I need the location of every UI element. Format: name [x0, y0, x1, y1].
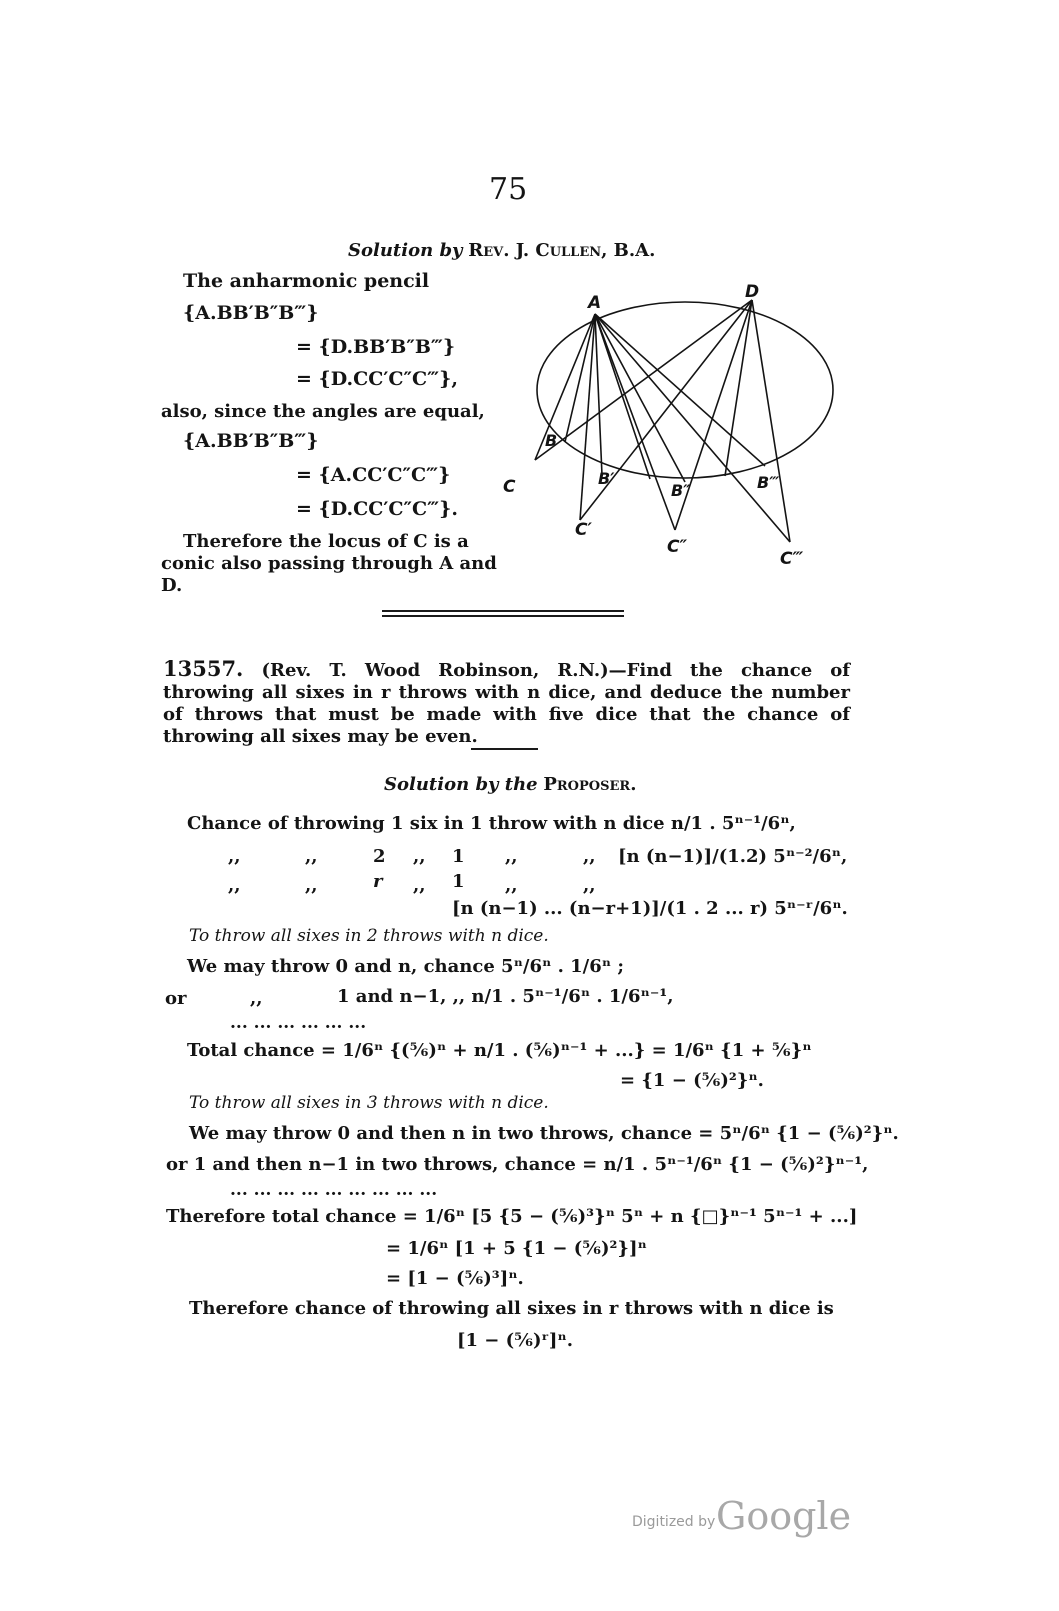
sol-line-6a: or [165, 988, 187, 1009]
sol-heading-2-throws: To throw all sixes in 2 throws with n dice. [189, 926, 549, 946]
proposer-byline-prefix: Solution by the [384, 774, 538, 795]
sol-line-7: Total chance = 1/6ⁿ {(⁵⁄₆)ⁿ + n/1 . (⁵⁄₆)ⁿ⁻¹ + ...} = 1/6ⁿ {1 + ⁵⁄₆}ⁿ [187, 1040, 812, 1061]
sol-line-9: We may throw 0 and then n in two throws, chance = 5ⁿ/6ⁿ {1 − (⁵⁄₆)²}ⁿ. [189, 1123, 899, 1144]
sol-line-15: [1 − (⁵⁄₆)ʳ]ⁿ. [457, 1330, 574, 1351]
cullen-line-6: {A.BB′B″B‴} [183, 430, 319, 452]
line-d-c3 [752, 300, 790, 542]
sol-line-5: We may throw 0 and n, chance 5ⁿ/6ⁿ . 1/6ⁿ ; [187, 956, 625, 977]
sol-line-6c: 1 and n−1, ,, n/1 . 5ⁿ⁻¹/6ⁿ . 1/6ⁿ⁻¹, [337, 986, 674, 1007]
footer-google-logo: Google [716, 1494, 852, 1538]
label-b3: B‴ [757, 473, 780, 492]
sol-line-13: = [1 − (⁵⁄₆)³]ⁿ. [386, 1268, 524, 1289]
label-c: C [503, 477, 516, 497]
sol-line-14: Therefore chance of throwing all sixes in r throws with n dice is [189, 1298, 834, 1319]
line-a-c3 [595, 314, 790, 542]
sol-line-2h: [n (n−1)]/(1.2) 5ⁿ⁻²/6ⁿ, [618, 846, 848, 867]
cullen-line-1: The anharmonic pencil [183, 270, 430, 292]
label-c3: C‴ [780, 549, 804, 569]
line-a-b1 [595, 314, 602, 475]
proposer-byline-author: Proposer. [543, 774, 637, 795]
sol-line-2a: ,, [228, 846, 241, 867]
sol-line-2d: ,, [413, 846, 426, 867]
sol-line-2b: ,, [305, 846, 318, 867]
sol-line-6b: ,, [250, 988, 263, 1009]
label-a: A [588, 293, 602, 313]
line-d-extra [725, 300, 752, 476]
conic-figure [495, 280, 855, 580]
question-13557 [163, 658, 850, 748]
question-number: 13557. [163, 656, 244, 681]
line-a-b2 [595, 314, 685, 482]
sol-line-2f: ,, [505, 846, 518, 867]
cullen-line-7: = {A.CC′C″C‴} [296, 464, 451, 486]
sol-line-3a: ,, [228, 875, 241, 896]
cullen-line-5: also, since the angles are equal, [161, 401, 485, 422]
cullen-line-4: = {D.CC′C″C‴}, [296, 368, 458, 390]
sol-line-4: [n (n−1) ... (n−r+1)]/(1 . 2 ... r) 5ⁿ⁻ʳ/6ⁿ. [452, 898, 848, 919]
line-a-c2 [595, 314, 675, 530]
sol-line-8: = {1 − (⁵⁄₆)²}ⁿ. [620, 1070, 764, 1091]
conic-ellipse [537, 302, 833, 478]
sol-line-3f: ,, [505, 875, 518, 896]
label-d: D [745, 282, 760, 302]
cullen-line-2: {A.BB′B″B‴} [183, 302, 319, 324]
sol-line-3e: 1 [452, 871, 465, 892]
proposer-byline [384, 774, 636, 795]
section-rule-top [382, 610, 624, 612]
solution-byline [348, 240, 655, 261]
sol-line-2g: ,, [583, 846, 596, 867]
sol-line-2e: 1 [452, 846, 465, 867]
sol-line-2c: 2 [373, 846, 386, 867]
section-rule-bottom [382, 615, 624, 617]
label-b2: B″ [671, 481, 691, 500]
sol-line-1: Chance of throwing 1 six in 1 throw with n dice n/1 . 5ⁿ⁻¹/6ⁿ, [187, 813, 796, 834]
cullen-line-10: conic also passing through A and [161, 553, 497, 574]
cullen-line-9: Therefore the locus of C is a [183, 531, 469, 552]
question-text: (Rev. T. Wood Robinson, R.N.)—Find the chance of throwing all sixes in r throws with n dice, and deduce the number of throws that must be made with five dice that the chance of throwing all sixes may be even. [163, 660, 850, 747]
cullen-line-11: D. [161, 575, 183, 596]
label-b1: B′ [598, 469, 615, 488]
sol-heading-3-throws: To throw all sixes in 3 throws with n dice. [189, 1093, 549, 1113]
sol-line-3d: ,, [413, 875, 426, 896]
sol-dots-2: ... ... ... ... ... ... ... ... ... [230, 1180, 438, 1200]
sol-dots-1: ... ... ... ... ... ... [230, 1013, 367, 1033]
sol-line-11: Therefore total chance = 1/6ⁿ [5 {5 − (⁵⁄₆)³}ⁿ 5ⁿ + n {□}ⁿ⁻¹ 5ⁿ⁻¹ + ...] [166, 1206, 858, 1227]
label-c2: C″ [667, 537, 688, 557]
label-c1: C′ [575, 520, 592, 540]
sol-line-12: = 1/6ⁿ [1 + 5 {1 − (⁵⁄₆)²}]ⁿ [386, 1238, 647, 1259]
page-number: 75 [489, 172, 528, 207]
cullen-line-8: = {D.CC′C″C‴}. [296, 498, 458, 520]
sol-line-3g: ,, [583, 875, 596, 896]
sol-line-3c: r [373, 871, 383, 892]
byline-author: Rev. J. Cullen, B.A. [468, 240, 656, 261]
sol-line-3b: ,, [305, 875, 318, 896]
short-rule [471, 748, 538, 750]
footer-digitized-by: Digitized by [632, 1514, 716, 1530]
sol-line-10: or 1 and then n−1 in two throws, chance = n/1 . 5ⁿ⁻¹/6ⁿ {1 − (⁵⁄₆)²}ⁿ⁻¹, [166, 1154, 869, 1175]
byline-prefix: Solution by [348, 240, 463, 261]
cullen-line-3: = {D.BB′B″B‴} [296, 336, 456, 358]
label-b: B [545, 431, 558, 450]
